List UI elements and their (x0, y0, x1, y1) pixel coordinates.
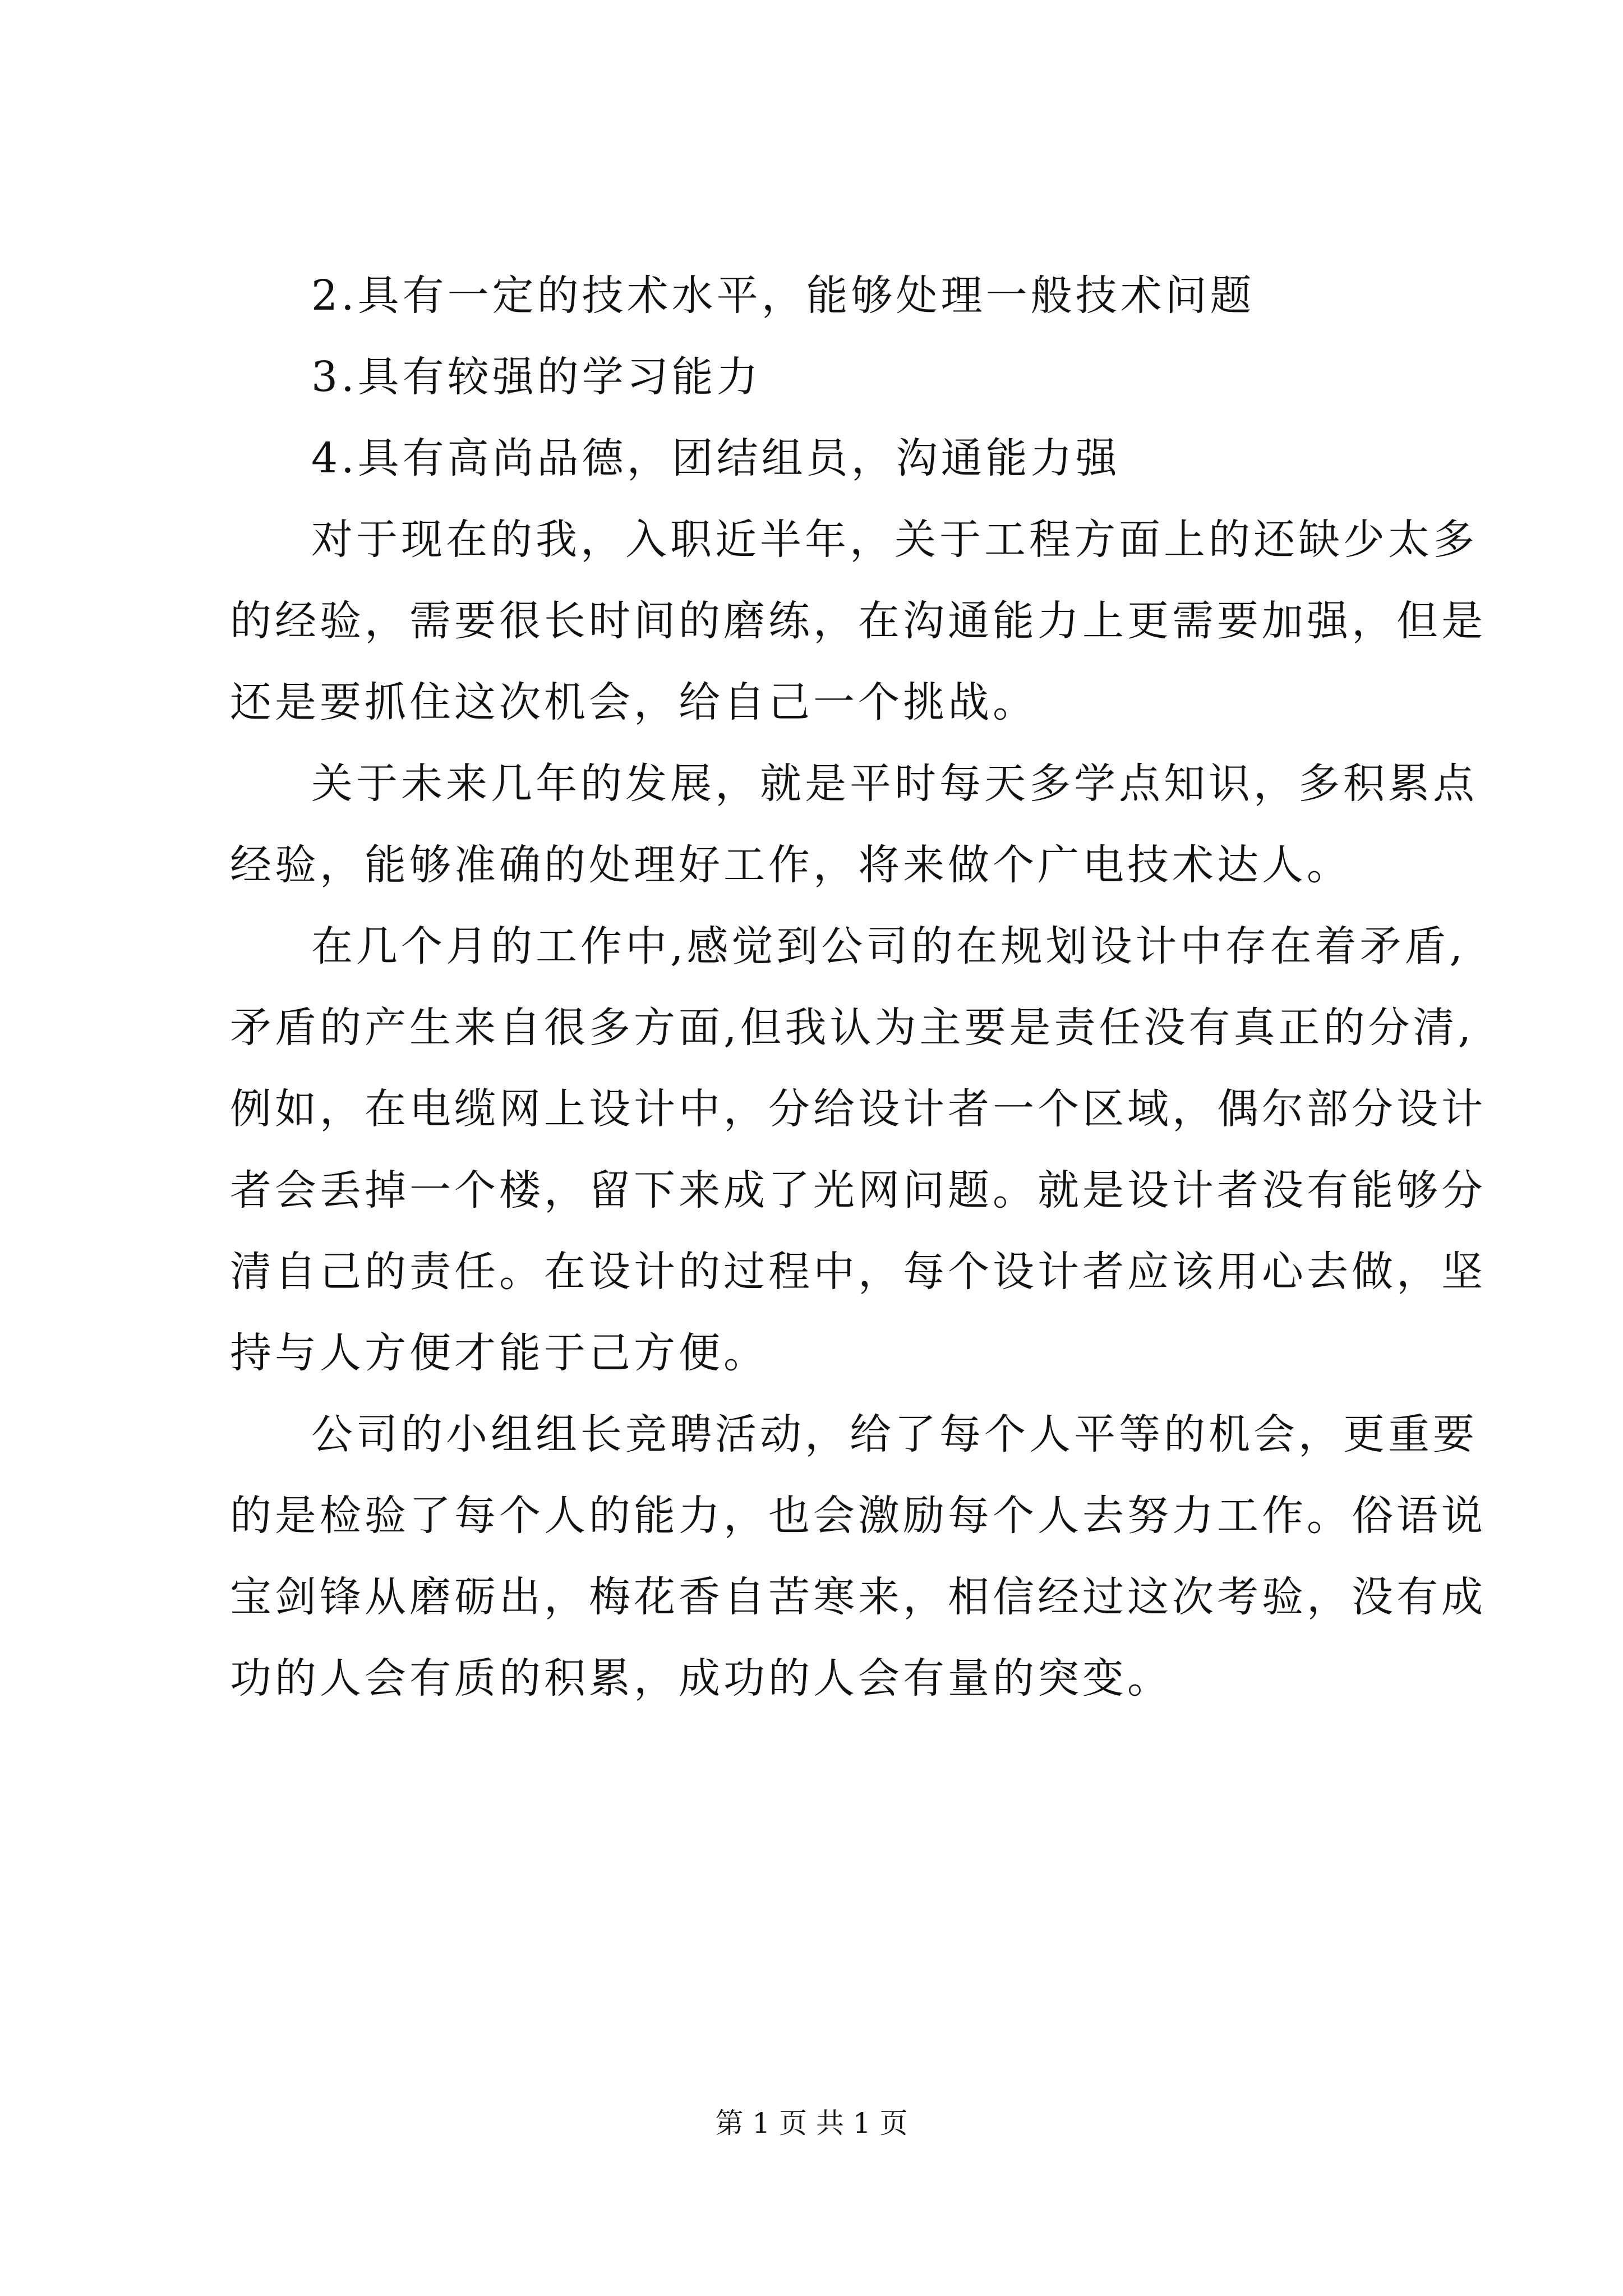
page-footer: 第 1 页 共 1 页 (715, 2107, 908, 2139)
paragraph-4-line-1: 公司的小组组长竞聘活动，给了每个人平等的机会，更重要 (311, 1410, 1478, 1458)
paragraph-3-line-4: 者会丢掉一个楼，留下来成了光网问题。就是设计者没有能够分 (230, 1166, 1486, 1214)
paragraph-4-line-2: 的是检验了每个人的能力，也会激励每个人去努力工作。俗语说 (230, 1492, 1486, 1540)
paragraph-1-line-3: 还是要抓住这次机会，给自己一个挑战。 (230, 678, 1038, 726)
list-item-4: 4.具有高尚品德，团结组员，沟通能力强 (311, 434, 1121, 482)
paragraph-1-line-1: 对于现在的我，入职近半年，关于工程方面上的还缺少太多 (311, 516, 1478, 564)
paragraph-2-line-1: 关于未来几年的发展，就是平时每天多学点知识，多积累点 (311, 760, 1478, 808)
paragraph-3-line-1: 在几个月的工作中,感觉到公司的在规划设计中存在着矛盾, (311, 922, 1467, 970)
paragraph-4-line-4: 功的人会有质的积累，成功的人会有量的突变。 (230, 1654, 1172, 1703)
document-body (230, 255, 1486, 1719)
paragraph-3-line-3: 例如，在电缆网上设计中，分给设计者一个区域，偶尔部分设计 (230, 1085, 1486, 1133)
list-item-2: 2.具有一定的技术水平，能够处理一般技术问题 (311, 272, 1255, 320)
paragraph-3-line-6: 持与人方便才能于己方便。 (230, 1329, 768, 1377)
paragraph-3-line-5: 清自己的责任。在设计的过程中，每个设计者应该用心去做，坚 (230, 1248, 1486, 1296)
paragraph-2-line-2: 经验，能够准确的处理好工作，将来做个广电技术达人。 (230, 841, 1352, 889)
paragraph-3-line-2: 矛盾的产生来自很多方面,但我认为主要是责任没有真正的分清, (230, 1004, 1475, 1052)
paragraph-4-line-3: 宝剑锋从磨砺出，梅花香自苦寒来，相信经过这次考验，没有成 (230, 1573, 1486, 1621)
paragraph-1-line-2: 的经验，需要很长时间的磨练，在沟通能力上更需要加强，但是 (230, 597, 1486, 645)
list-item-3: 3.具有较强的学习能力 (311, 353, 762, 401)
